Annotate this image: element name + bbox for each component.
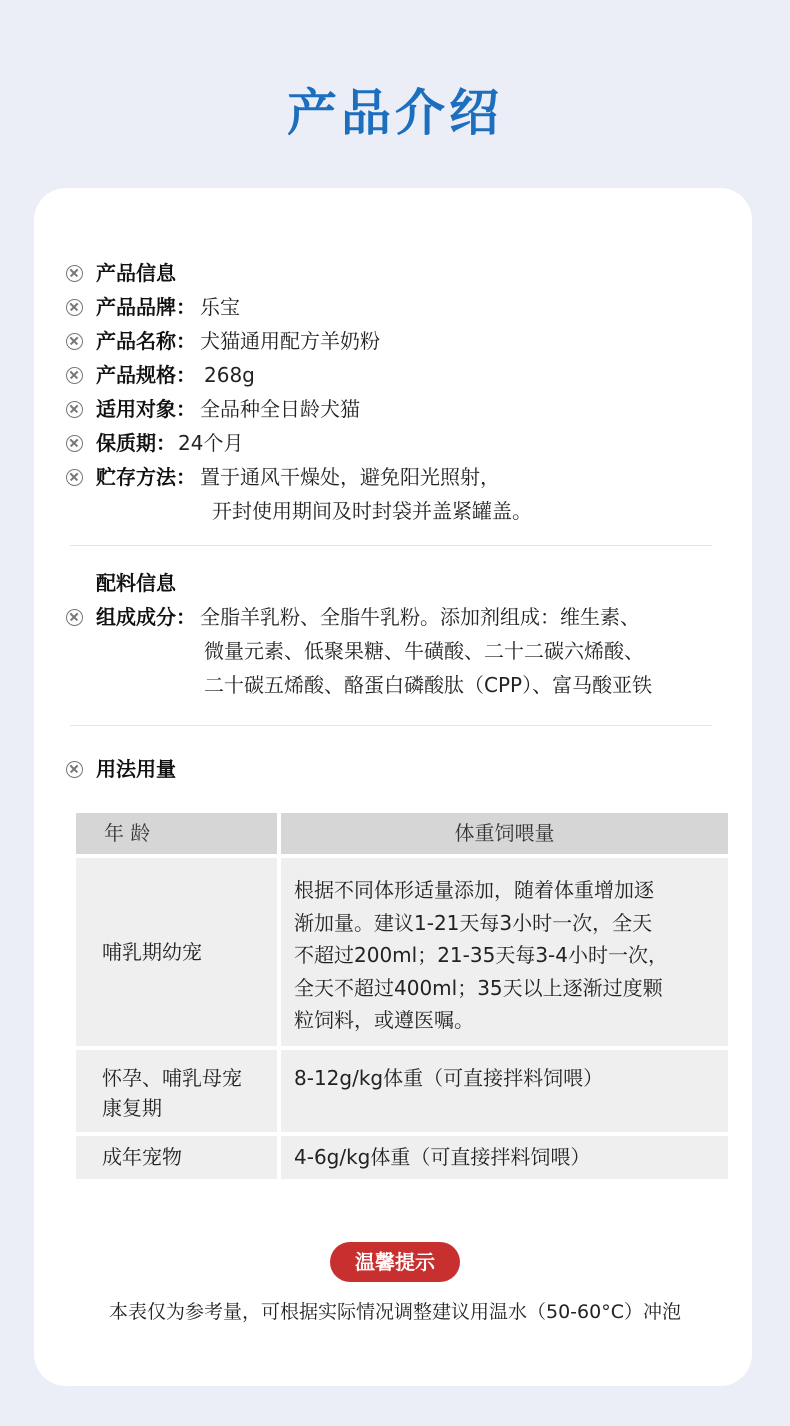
bullet-icon bbox=[66, 435, 83, 452]
name-value: 犬猫通用配方羊奶粉 bbox=[200, 329, 380, 353]
bullet-icon bbox=[66, 333, 83, 350]
table-cell-age: 成年宠物 bbox=[76, 1136, 277, 1179]
ingredients-line1: 全脂羊乳粉、全脂牛乳粉。添加剂组成：维生素、 bbox=[200, 605, 640, 629]
bullet-icon bbox=[66, 299, 83, 316]
bullet-icon bbox=[66, 265, 83, 282]
bullet-icon bbox=[66, 367, 83, 384]
shelf-life-label: 保质期： bbox=[96, 431, 176, 455]
shelf-life-value: 24个月 bbox=[178, 431, 244, 455]
page-title: 产品介绍 bbox=[287, 84, 503, 142]
name-label: 产品名称： bbox=[96, 329, 196, 353]
tip-badge: 温馨提示 bbox=[330, 1242, 460, 1282]
section-divider bbox=[70, 545, 712, 546]
table-cell-age: 哺乳期幼宠 bbox=[76, 858, 277, 1046]
bullet-icon bbox=[66, 469, 83, 486]
tip-text: 本表仅为参考量，可根据实际情况调整建议用温水（50-60°C）冲泡 bbox=[109, 1301, 681, 1323]
table-cell-age: 怀孕、哺乳母宠 康复期 bbox=[76, 1050, 277, 1132]
spec-label: 产品规格： bbox=[96, 363, 196, 387]
ingredients-label: 组成成分： bbox=[96, 605, 196, 629]
table-cell-dose: 8-12g/kg体重（可直接拌料饲喂） bbox=[281, 1050, 728, 1132]
target-value: 全品种全日龄犬猫 bbox=[200, 397, 360, 421]
bullet-icon bbox=[66, 761, 83, 778]
ingredients-line3: 二十碳五烯酸、酪蛋白磷酸肽（CPP）、富马酸亚铁 bbox=[204, 673, 653, 697]
storage-label: 贮存方法： bbox=[96, 465, 196, 489]
spec-value: 268g bbox=[204, 363, 255, 387]
brand-label: 产品品牌： bbox=[96, 295, 196, 319]
table-cell-dose: 4-6g/kg体重（可直接拌料饲喂） bbox=[281, 1136, 728, 1179]
product-info-heading: 产品信息 bbox=[96, 261, 176, 285]
brand-value: 乐宝 bbox=[200, 295, 240, 319]
ingredients-line2: 微量元素、低聚果糖、牛磺酸、二十二碳六烯酸、 bbox=[204, 639, 644, 663]
table-cell-dose: 根据不同体形适量添加，随着体重增加逐 渐加量。建议1-21天每3小时一次，全天 不超过200ml；21-35天每3-4小时一次， 全天不超过400ml；35天以上逐渐过度颗 粒饲料，或遵医嘱。 bbox=[281, 858, 728, 1046]
table-header-dose: 体重饲喂量 bbox=[281, 813, 728, 854]
bullet-icon bbox=[66, 401, 83, 418]
storage-value-line1: 置于通风干燥处，避免阳光照射， bbox=[200, 465, 500, 489]
bullet-icon bbox=[66, 609, 83, 626]
storage-value-line2: 开封使用期间及时封袋并盖紧罐盖。 bbox=[212, 499, 532, 523]
ingredients-heading: 配料信息 bbox=[96, 571, 176, 595]
usage-heading: 用法用量 bbox=[96, 757, 176, 781]
target-label: 适用对象： bbox=[96, 397, 196, 421]
table-header-age: 年 龄 bbox=[76, 813, 277, 854]
section-divider bbox=[70, 725, 712, 726]
